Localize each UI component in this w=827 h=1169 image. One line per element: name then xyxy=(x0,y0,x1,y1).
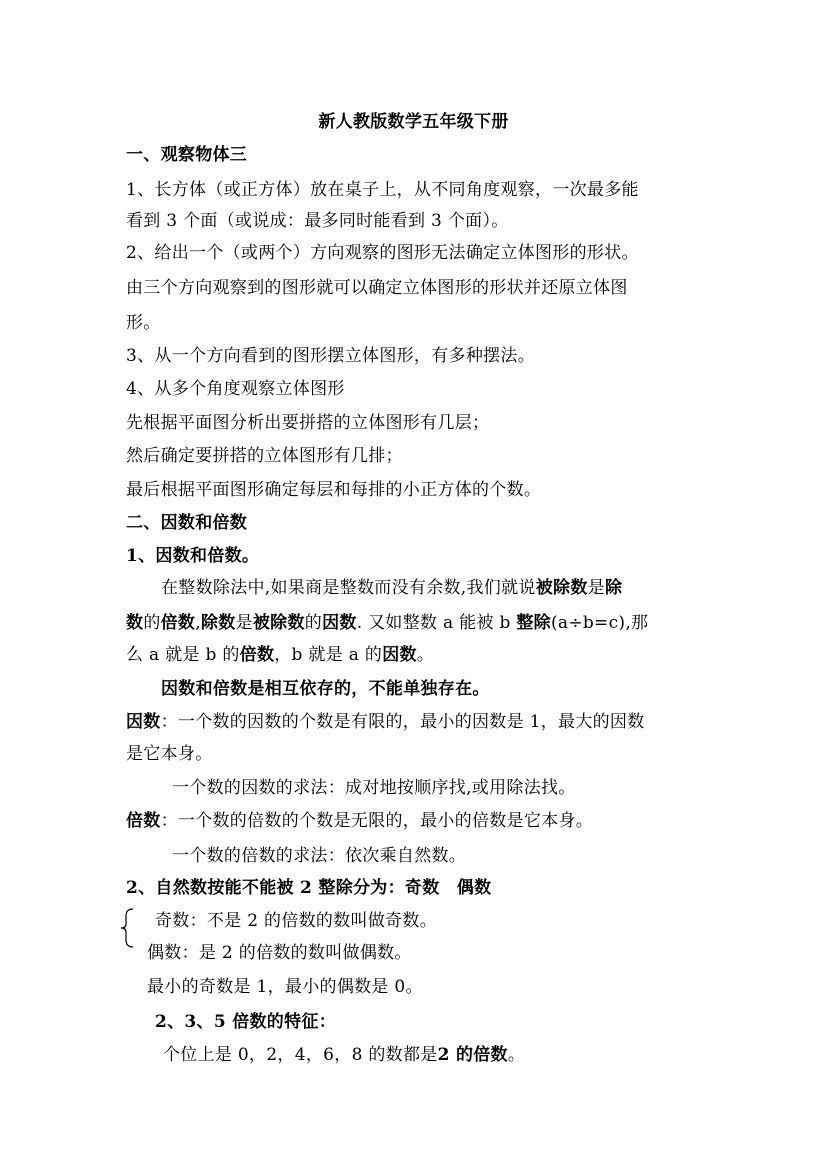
subheading: 1、因数和倍数。 xyxy=(126,546,260,566)
document-title: 新人教版数学五年级下册 xyxy=(318,112,509,132)
paragraph: 形。 xyxy=(126,313,161,333)
definition-line: 么 a 就是 b 的倍数，b 就是 a 的因数。 xyxy=(126,645,435,665)
paragraph: 由三个方向观察到的图形就可以确定立体图形的形状并还原立体图 xyxy=(126,278,628,298)
smallest-note: 最小的奇数是 1，最小的偶数是 0。 xyxy=(147,977,423,997)
subheading: 2、自然数按能不能被 2 整除分为：奇数 偶数 xyxy=(126,878,492,898)
definition-line: 在整数除法中,如果商是整数而没有余数,我们就说被除数是除 xyxy=(161,578,623,598)
brace-icon xyxy=(120,908,134,948)
paragraph: 先根据平面图分析出要拼搭的立体图形有几层； xyxy=(126,413,490,433)
section-heading-factors: 二、因数和倍数 xyxy=(126,513,248,533)
factor-method: 一个数的因数的求法：成对地按顺序找,或用除法找。 xyxy=(172,778,576,798)
subheading: 2、3、5 倍数的特征： xyxy=(155,1012,337,1032)
even-definition: 偶数：是 2 的倍数的数叫做偶数。 xyxy=(147,943,412,963)
paragraph: 4、从多个角度观察立体图形 xyxy=(126,379,345,399)
section-heading-observe: 一、观察物体三 xyxy=(126,145,248,165)
paragraph: 2、给出一个（或两个）方向观察的图形无法确定立体图形的形状。 xyxy=(126,243,639,263)
rule-line: 个位上是 0，2，4，6，8 的数都是2 的倍数。 xyxy=(163,1045,526,1065)
definition-line: 数的倍数,除数是被除数的因数. 又如整数 a 能被 b 整除(a÷b=c),那 xyxy=(126,613,649,633)
factor-definition: 因数：一个数的因数的个数是有限的，最小的因数是 1，最大的因数 xyxy=(126,712,645,732)
paragraph: 是它本身。 xyxy=(126,744,213,764)
paragraph: 看到 3 个面（或说成：最多同时能看到 3 个面）。 xyxy=(126,211,509,231)
multiple-definition: 倍数：一个数的倍数的个数是无限的，最小的倍数是它本身。 xyxy=(126,811,594,831)
paragraph: 1、长方体（或正方体）放在桌子上，从不同角度观察，一次最多能 xyxy=(126,180,639,200)
multiple-method: 一个数的倍数的求法：依次乘自然数。 xyxy=(172,846,467,866)
paragraph: 最后根据平面图形确定每层和每排的小正方体的个数。 xyxy=(126,480,542,500)
paragraph: 然后确定要拼搭的立体图形有几排； xyxy=(126,446,403,466)
paragraph: 3、从一个方向看到的图形摆立体图形，有多种摆法。 xyxy=(126,346,536,366)
coexist-note: 因数和倍数是相互依存的，不能单独存在。 xyxy=(161,679,490,699)
odd-definition: 奇数：不是 2 的倍数的数叫做奇数。 xyxy=(155,911,438,931)
